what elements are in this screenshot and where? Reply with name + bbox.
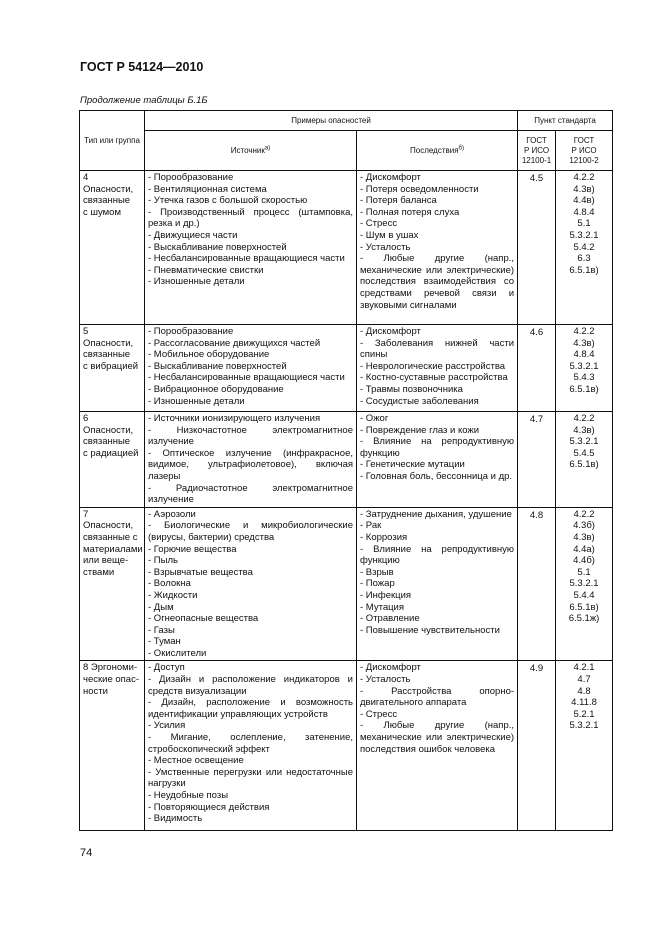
- sources-line: - Производственный процесс (штамповка, резка и др.): [148, 206, 353, 230]
- std2-line: 5.3.2.1: [569, 229, 599, 241]
- type-line: или веще-: [83, 555, 129, 567]
- effects-line: - Рак: [360, 520, 382, 532]
- header-std-12100-2: [556, 131, 613, 171]
- type-line: связанные с: [83, 531, 138, 543]
- std2-line: 4.2.2: [573, 413, 595, 424]
- sources-line: - Вентиляционная система: [148, 183, 267, 195]
- std2-line: 5.3.2.1: [569, 578, 599, 590]
- effects-line: - Коррозия: [360, 531, 408, 543]
- page-number: 74: [80, 847, 93, 859]
- std1-cell: 4.8: [518, 507, 556, 661]
- std2-line: 5.4.5: [573, 447, 595, 459]
- effects-line: - Шум в ушах: [360, 229, 419, 241]
- effects-line: - Дискомфорт: [360, 172, 421, 183]
- std1-cell: 4.9: [518, 661, 556, 831]
- std2-line: 5.4.2: [573, 241, 595, 253]
- type-line: 4 Опасности,: [83, 172, 134, 195]
- sources-line: - Движущиеся части: [148, 229, 238, 241]
- effects-line: - Полная потеря слуха: [360, 206, 460, 218]
- std1-cell: 4.6: [518, 325, 556, 412]
- std2-line: 6.5.1ж): [568, 613, 600, 625]
- type-line: материалами: [83, 543, 143, 555]
- table-row: [80, 171, 613, 325]
- sources-line: - Газы: [148, 624, 175, 636]
- type-line: связанные: [83, 195, 131, 207]
- header-std-12100-1: [518, 131, 556, 171]
- std2-line: 4.3в): [573, 531, 595, 543]
- effects-line: - Неврологические расстройства: [360, 360, 506, 372]
- sources-line: - Окислители: [148, 647, 207, 659]
- sources-line: - Выскабливание поверхностей: [148, 241, 287, 253]
- hazards-table: [79, 110, 613, 831]
- type-line: 6 Опасности,: [83, 413, 134, 436]
- std2-cell: [556, 661, 613, 831]
- effects-line: - Травмы позвоночника: [360, 383, 463, 395]
- effects-cell: [357, 325, 518, 412]
- effects-line: - Инфекция: [360, 589, 412, 601]
- type-line: с радиацией: [83, 447, 139, 459]
- table-row: [80, 412, 613, 508]
- sources-line: - Рассогласование движущихся частей: [148, 337, 321, 349]
- header-effects: [357, 131, 518, 171]
- header-effects-label: Последствия: [410, 145, 459, 155]
- sources-line: - Порообразование: [148, 172, 234, 183]
- effects-line: - Потеря баланса: [360, 195, 437, 207]
- type-line: 8 Эргономи-: [83, 662, 138, 674]
- sources-line: - Дым: [148, 601, 174, 613]
- std2-line: 6.5.1в): [569, 459, 599, 471]
- std2-cell: [556, 171, 613, 325]
- type-cell: [80, 412, 145, 508]
- header-standard-clause: Пункт стандарта: [518, 111, 613, 131]
- std2-line: 5.3.2.1: [569, 436, 599, 448]
- sources-line: - Аэрозоли: [148, 508, 196, 520]
- sources-line: - Изношенные детали: [148, 395, 245, 407]
- header-source: [145, 131, 357, 171]
- sources-line: - Порообразование: [148, 326, 234, 337]
- sources-line: - Неудобные позы: [148, 790, 229, 801]
- sources-line: - Местное освещение: [148, 755, 244, 767]
- std2-line: 4.2.1: [573, 662, 595, 674]
- std2-line: 5.3.2.1: [569, 360, 599, 372]
- effects-line: - Повреждение глаз и кожи: [360, 424, 480, 436]
- header-std1-line: Р ИСО: [523, 145, 550, 155]
- sources-cell: [145, 325, 357, 412]
- std2-line: 5.1: [577, 218, 591, 230]
- std2-cell: [556, 412, 613, 508]
- effects-line: - Дискомфорт: [360, 662, 421, 674]
- effects-line: - Генетические мутации: [360, 459, 465, 471]
- effects-cell: [357, 507, 518, 661]
- std2-line: 4.3в): [573, 424, 595, 436]
- sources-line: - Туман: [148, 636, 181, 648]
- header-std2-line: ГОСТ: [573, 135, 595, 145]
- std2-cell: [556, 507, 613, 661]
- sources-cell: [145, 171, 357, 325]
- type-line: 7 Опасности,: [83, 508, 134, 532]
- std2-line: 4.4а): [573, 543, 595, 555]
- sources-line: - Вибрационное оборудование: [148, 383, 284, 395]
- type-line: с шумом: [83, 206, 121, 218]
- header-std1-line: 12100-1: [521, 155, 552, 165]
- effects-line: - Повышение чувствительности: [360, 624, 500, 636]
- header-type-or-group: Тип или группа: [80, 111, 145, 171]
- effects-cell: [357, 661, 518, 831]
- sources-line: - Выскабливание поверхностей: [148, 360, 287, 372]
- effects-line: - Костно-суставные расстройства: [360, 372, 508, 384]
- effects-line: - Усталость: [360, 674, 411, 686]
- std2-line: 4.8: [577, 685, 591, 697]
- type-line: ствами: [83, 566, 115, 578]
- std2-line: 4.4в): [573, 195, 595, 207]
- type-cell: [80, 661, 145, 831]
- effects-line: - Затруднение дыхания, удушение: [360, 508, 512, 520]
- std2-line: 5.4.4: [573, 589, 595, 601]
- table-caption: Продолжение таблицы Б.1Б: [80, 95, 208, 106]
- sources-line: - Огнеопасные вещества: [148, 613, 259, 625]
- type-cell: [80, 325, 145, 412]
- std2-line: 5.2.1: [573, 708, 595, 720]
- sources-line: - Жидкости: [148, 589, 198, 601]
- effects-line: - Усталость: [360, 241, 411, 253]
- effects-line: - Влияние на репродуктивную функцию: [360, 436, 515, 459]
- sources-line: - Волокна: [148, 578, 191, 590]
- sources-cell: [145, 507, 357, 661]
- sources-line: - Мигание, ослепление, затенение, стробоскопический эффект: [148, 732, 353, 755]
- header-std2-line: Р ИСО: [571, 145, 597, 155]
- effects-line: - Любые другие (напр., механические или электрические) последствия взаимодействия со средствами речевой связи и звуковыми сигналами: [360, 253, 515, 311]
- effects-line: - Любые другие (напр., механические или электрические) последствия ошибок человека: [360, 720, 515, 755]
- sources-line: - Дизайн и расположение индикаторов и средств визуализации: [148, 674, 353, 697]
- effects-line: - Мутация: [360, 601, 404, 613]
- header-std1-line: ГОСТ: [526, 135, 547, 145]
- std1-cell: 4.5: [518, 171, 556, 325]
- std2-line: 4.4б): [573, 555, 595, 567]
- type-line: с вибрацией: [83, 360, 139, 372]
- std2-line: 4.11.8: [571, 697, 597, 709]
- effects-cell: [357, 412, 518, 508]
- type-line: ческие опас-: [83, 674, 139, 686]
- std2-line: 6.5.1в): [569, 383, 599, 395]
- sources-line: - Радиочастотное электромагнитное излучение: [148, 482, 353, 506]
- sources-line: - Пыль: [148, 555, 178, 567]
- table-row: [80, 507, 613, 661]
- effects-line: - Взрыв: [360, 566, 394, 578]
- header-source-footnote: а): [264, 144, 271, 151]
- effects-line: - Влияние на репродуктивную функцию: [360, 543, 515, 567]
- sources-line: - Взрывчатые вещества: [148, 566, 253, 578]
- table-row: [80, 661, 613, 831]
- std2-line: 5.1: [577, 566, 591, 578]
- sources-line: - Источники ионизирующего излучения: [148, 413, 321, 424]
- sources-line: - Несбалансированные вращающиеся части: [148, 253, 345, 265]
- std2-line: 6.5.1в): [569, 601, 599, 613]
- effects-line: - Стресс: [360, 708, 398, 720]
- effects-line: - Сосудистые заболевания: [360, 395, 479, 407]
- type-line: связанные: [83, 349, 131, 361]
- sources-line: - Доступ: [148, 662, 185, 674]
- effects-line: - Ожог: [360, 413, 389, 424]
- effects-line: - Пожар: [360, 578, 395, 590]
- sources-line: - Усилия: [148, 720, 186, 732]
- sources-line: - Оптическое излучение (инфракрасное, видимое, ультрафиолетовое), включая лазеры: [148, 447, 353, 482]
- std2-line: 4.8.4: [573, 349, 595, 361]
- header-hazard-examples: Примеры опасностей: [145, 111, 518, 131]
- sources-line: - Утечка газов с большой скоростью: [148, 195, 308, 207]
- sources-cell: [145, 412, 357, 508]
- table-body: [80, 171, 613, 831]
- effects-line: - Отравление: [360, 613, 420, 625]
- type-cell: [80, 507, 145, 661]
- std2-line: 5.3.2.1: [569, 720, 599, 732]
- type-cell: [80, 171, 145, 325]
- std2-line: 4.3в): [573, 337, 595, 349]
- document-header: ГОСТ Р 54124—2010: [80, 60, 204, 74]
- type-line: ности: [83, 685, 108, 697]
- effects-cell: [357, 171, 518, 325]
- sources-line: - Видимость: [148, 813, 203, 825]
- std2-line: 6.5.1в): [569, 264, 599, 276]
- sources-line: - Изношенные детали: [148, 276, 245, 288]
- std2-line: 4.7: [577, 674, 591, 686]
- sources-line: - Биологические и микробиологические (вирусы, бактерии) средства: [148, 520, 353, 543]
- std2-line: 4.2.2: [573, 326, 595, 337]
- effects-line: - Потеря осведомленности: [360, 183, 479, 195]
- std1-cell: 4.7: [518, 412, 556, 508]
- type-line: 5 Опасности,: [83, 326, 134, 349]
- type-line: связанные: [83, 436, 131, 448]
- std2-line: 4.3в): [573, 183, 595, 195]
- effects-line: - Стресс: [360, 218, 398, 230]
- sources-line: - Низкочастотное электромагнитное излучение: [148, 424, 353, 448]
- effects-line: - Заболевания нижней части спины: [360, 337, 515, 361]
- sources-line: - Горючие вещества: [148, 543, 237, 555]
- std2-line: 4.2.2: [573, 172, 595, 183]
- effects-line: - Расстройства опорно-двигательного аппарата: [360, 685, 515, 709]
- sources-line: - Несбалансированные вращающиеся части: [148, 372, 345, 384]
- effects-line: - Головная боль, бессонница и др.: [360, 470, 513, 482]
- std2-line: 5.4.3: [573, 372, 595, 384]
- header-effects-footnote: б): [458, 144, 464, 151]
- sources-line: - Умственные перегрузки или недостаточные нагрузки: [148, 766, 353, 790]
- std2-line: 4.3б): [573, 520, 595, 532]
- header-std2-line: 12100-2: [569, 155, 599, 165]
- sources-line: - Повторяющиеся действия: [148, 801, 270, 813]
- std2-cell: [556, 325, 613, 412]
- header-source-label: Источник: [230, 145, 265, 155]
- sources-line: - Мобильное оборудование: [148, 349, 270, 361]
- table-row: [80, 325, 613, 412]
- effects-line: - Дискомфорт: [360, 326, 421, 337]
- sources-cell: [145, 661, 357, 831]
- std2-line: 4.8.4: [573, 206, 595, 218]
- std2-line: 6.3: [577, 253, 591, 265]
- sources-line: - Дизайн, расположение и возможность идентификации управляющих устройств: [148, 697, 353, 720]
- std2-line: 4.2.2: [573, 508, 595, 520]
- sources-line: - Пневматические свистки: [148, 264, 264, 276]
